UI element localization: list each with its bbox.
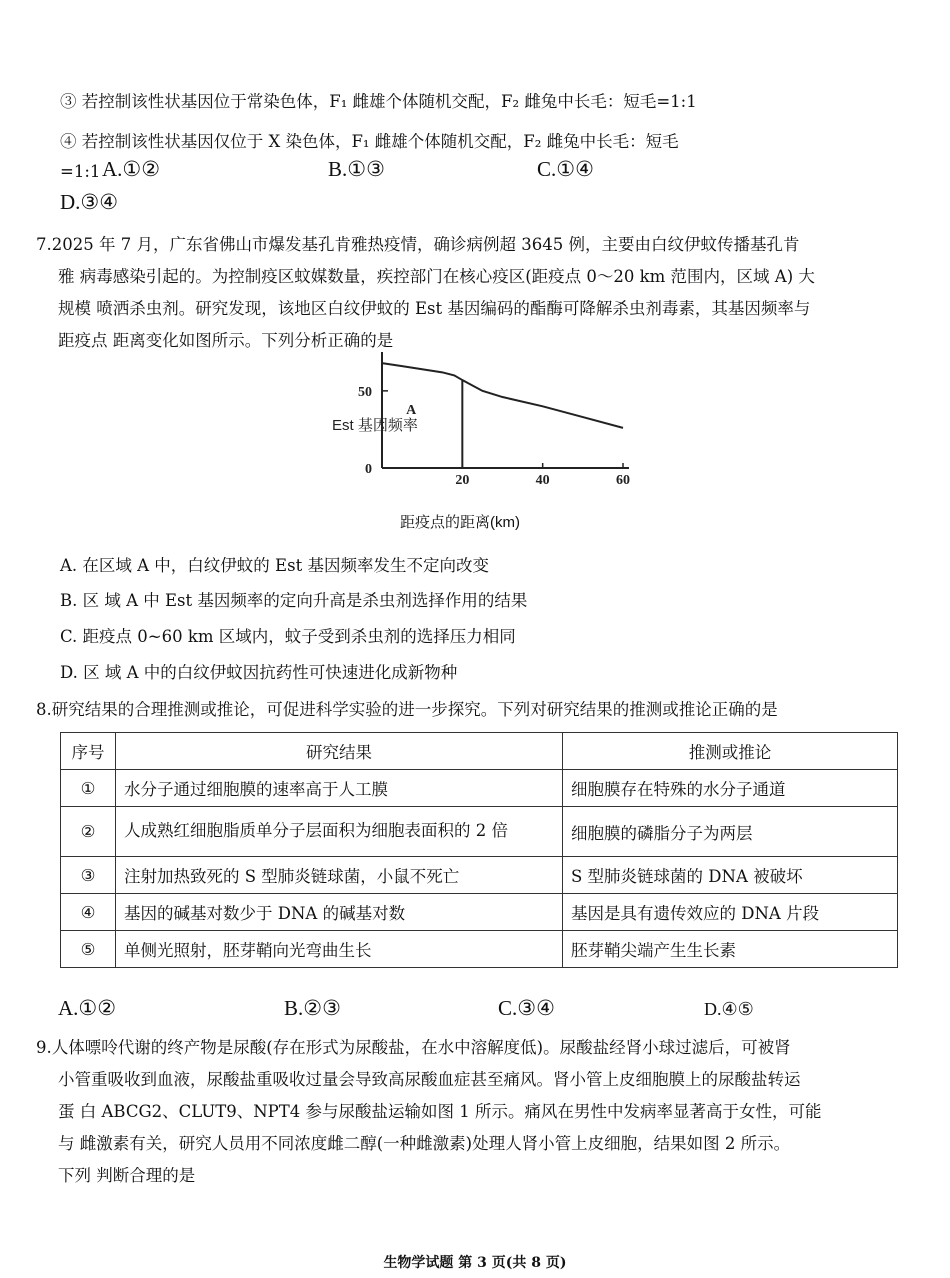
row-inference: 基因是具有遗传效应的 DNA 片段 — [563, 894, 898, 931]
row-index: ④ — [61, 894, 116, 931]
q6-option-a[interactable]: A.①② — [102, 157, 161, 181]
q9-stem-line-5: 下列 判断合理的是 — [58, 1166, 196, 1185]
q7-option-d[interactable]: D. 区 域 A 中的白纹伊蚊因抗药性可快速进化成新物种 — [60, 663, 458, 682]
x-tick-label: 60 — [616, 473, 630, 488]
x-tick-label: 40 — [535, 473, 550, 488]
table-row — [61, 857, 898, 894]
row-inference: 细胞膜的磷脂分子为两层 — [563, 807, 898, 857]
table-row — [61, 807, 898, 857]
y-axis-label: Est 基因频率 — [332, 417, 418, 434]
q6-item3: ③ 若控制该性状基因位于常染色体，F₁ 雌雄个体随机交配，F₂ 雌兔中长毛：短毛=1:1 — [60, 92, 697, 111]
q9-stem-line-4: 与 雌激素有关，研究人员用不同浓度雌二醇(一种雌激素)处理人肾小管上皮细胞，结果如图 2 所示。 — [58, 1134, 791, 1153]
header-result: 研究结果 — [116, 733, 563, 770]
q7-stem-line-4: 距疫点 距离变化如图所示。下列分析正确的是 — [58, 331, 394, 350]
est-frequency-line — [382, 363, 623, 428]
page-footer: 生物学试题 第 3 页(共 8 页) — [383, 1255, 567, 1271]
row-result: 注射加热致死的 S 型肺炎链球菌，小鼠不死亡 — [116, 857, 563, 894]
est-frequency-chart — [320, 350, 660, 540]
row-inference: 细胞膜存在特殊的水分子通道 — [563, 770, 898, 807]
row-index: ⑤ — [61, 931, 116, 968]
q7-stem-line-2: 雅 病毒感染引起的。为控制疫区蚊媒数量，疾控部门在核心疫区(距疫点 0～20 km 范围内，区域 A) 大 — [58, 267, 815, 286]
table-header-row — [61, 733, 898, 770]
row-result: 单侧光照射，胚芽鞘向光弯曲生长 — [116, 931, 563, 968]
q8-option-b[interactable]: B.②③ — [284, 996, 341, 1020]
q7-stem-line-1: 7.2025 年 7 月，广东省佛山市爆发基孔肯雅热疫情，确诊病例超 3645 例，主要由白纹伊蚊传播基孔肯 — [36, 235, 800, 254]
q9-stem-line-3: 蛋 白 ABCG2、CLUT9、NPT4 参与尿酸盐运输如图 1 所示。痛风在男性中发病率显著高于女性，可能 — [58, 1102, 822, 1121]
row-index: ① — [61, 770, 116, 807]
q6-option-d[interactable]: D.③④ — [60, 190, 119, 214]
q8-option-d[interactable]: D.④⑤ — [704, 999, 754, 1019]
row-result: 人成熟红细胞脂质单分子层面积为细胞表面积的 2 倍 — [116, 807, 563, 857]
header-index: 序号 — [61, 733, 116, 770]
q9-stem-line-2: 小管重吸收到血液，尿酸盐重吸收过量会导致高尿酸血症甚至痛风。肾小管上皮细胞膜上的尿酸盐转运 — [58, 1070, 801, 1089]
q6-item4-line2: =1:1 — [60, 162, 101, 181]
q8-option-c[interactable]: C.③④ — [498, 996, 555, 1020]
q6-item4-line1: ④ 若控制该性状基因仅位于 X 染色体，F₁ 雌雄个体随机交配，F₂ 雌兔中长毛：短毛 — [60, 132, 679, 151]
row-inference: S 型肺炎链球菌的 DNA 被破坏 — [563, 857, 898, 894]
q8-results-table — [60, 732, 898, 968]
q6-option-c[interactable]: C.①④ — [537, 157, 594, 181]
row-index: ③ — [61, 857, 116, 894]
row-index: ② — [61, 807, 116, 857]
q7-option-c[interactable]: C. 距疫点 0~60 km 区域内，蚊子受到杀虫剂的选择压力相同 — [60, 627, 516, 646]
row-inference: 胚芽鞘尖端产生生长素 — [563, 931, 898, 968]
region-a-label: A — [406, 403, 417, 418]
x-tick-label: 20 — [455, 473, 470, 488]
row-result: 基因的碱基对数少于 DNA 的碱基对数 — [116, 894, 563, 931]
y-tick-label: 50 — [358, 384, 372, 400]
table-row — [61, 894, 898, 931]
q9-stem-line-1: 9.人体嘌呤代谢的终产物是尿酸(存在形式为尿酸盐，在水中溶解度低)。尿酸盐经肾小球过滤后，可被肾 — [36, 1038, 791, 1057]
q7-option-b[interactable]: B. 区 域 A 中 Est 基因频率的定向升高是杀虫剂选择作用的结果 — [60, 591, 528, 610]
chart-xlabel: 距疫点的距离(km) — [400, 514, 520, 531]
q6-option-b[interactable]: B.①③ — [328, 157, 385, 181]
q8-stem: 8.研究结果的合理推测或推论，可促进科学实验的进一步探究。下列对研究结果的推测或推论正确的是 — [36, 700, 778, 719]
y-tick-label: 0 — [365, 462, 372, 477]
q7-option-a[interactable]: A. 在区域 A 中，白纹伊蚊的 Est 基因频率发生不定向改变 — [60, 556, 489, 575]
q8-option-a[interactable]: A.①② — [58, 996, 117, 1020]
q7-stem-line-3: 规模 喷洒杀虫剂。研究发现，该地区白纹伊蚊的 Est 基因编码的酯酶可降解杀虫剂毒素，其基因频率与 — [58, 299, 811, 318]
table-row — [61, 770, 898, 807]
row-result: 水分子通过细胞膜的速率高于人工膜 — [116, 770, 563, 807]
table-row — [61, 931, 898, 968]
header-inference: 推测或推论 — [563, 733, 898, 770]
